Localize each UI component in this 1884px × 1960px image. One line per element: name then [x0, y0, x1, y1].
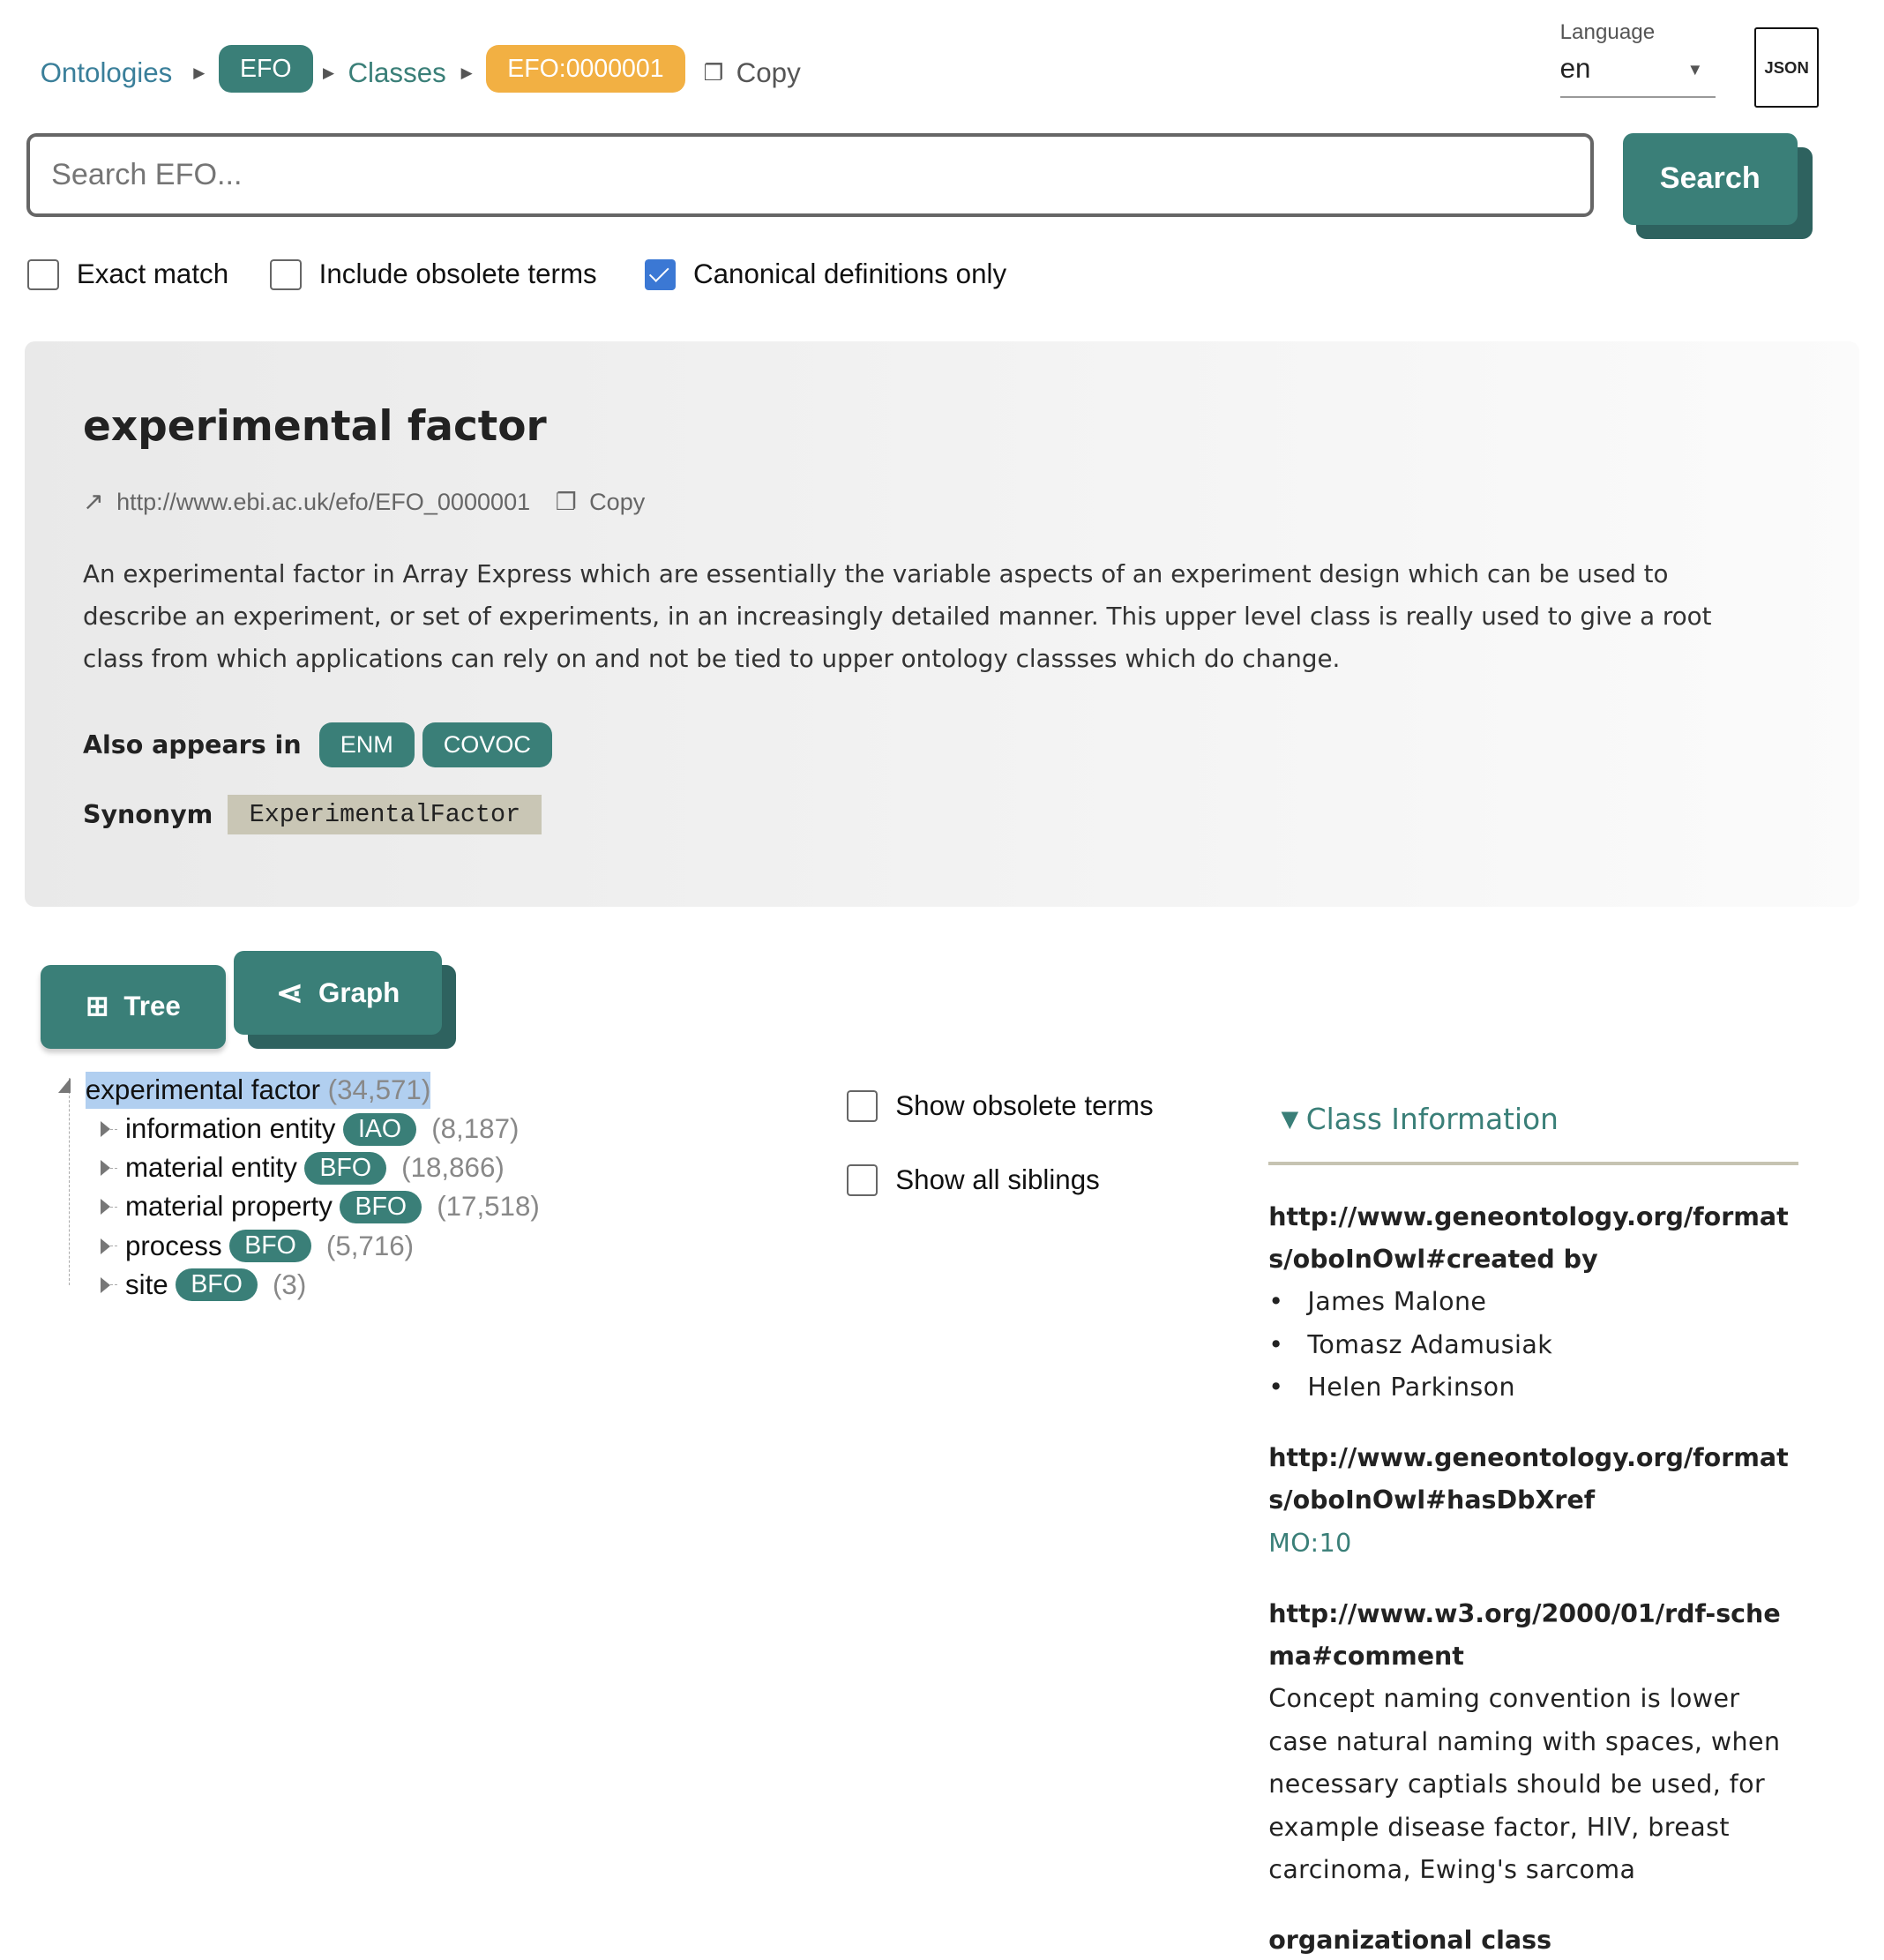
xref-link[interactable]: MO:10: [1268, 1528, 1352, 1558]
tree-icon: ⊞: [86, 991, 109, 1022]
created-by-list: [1268, 1281, 1802, 1409]
dropdown-arrow-icon: ▼: [1686, 60, 1703, 79]
expand-arrow-icon[interactable]: [101, 1199, 110, 1215]
language-value: en: [1559, 52, 1591, 84]
checkbox-label: Include obsolete terms: [318, 258, 597, 290]
checkbox[interactable]: [847, 1090, 878, 1122]
also-appears-label: Also appears in: [82, 729, 302, 759]
expand-arrow-icon[interactable]: [101, 1121, 110, 1137]
tree-node-count: (3): [272, 1268, 307, 1300]
tree-node[interactable]: [101, 1188, 540, 1226]
tree-node-label: information entity: [124, 1113, 336, 1145]
list-item: • James Malone: [1268, 1287, 1487, 1317]
share-graph-icon: ⋖: [275, 974, 303, 1012]
synonym-label: Synonym: [82, 800, 213, 830]
expand-arrow-icon[interactable]: [101, 1160, 110, 1176]
breadcrumb-classes[interactable]: Classes: [348, 56, 446, 88]
checkbox-label: Show all siblings: [895, 1164, 1100, 1196]
comment-value: Concept naming convention is lower case natural naming with spaces, when necessary captials should be used, for example disease factor, HIV, breast carcinoma, Ewing's sarcoma: [1268, 1684, 1781, 1885]
checkbox-label: Exact match: [76, 258, 229, 290]
tab-tree-label: Tree: [123, 991, 181, 1022]
property-label-created-by: http://www.geneontology.org/formats/oboInOwl#created by: [1268, 1201, 1789, 1275]
tree-node-label: material entity: [124, 1152, 297, 1184]
ontology-badge[interactable]: BFO: [176, 1268, 258, 1301]
also-appears-badge-enm[interactable]: ENM: [319, 722, 415, 767]
checkbox-checked[interactable]: [645, 259, 677, 291]
copy-iri-button[interactable]: Copy: [589, 488, 646, 515]
term-description: An experimental factor in Array Express which are essentially the variable aspects of an experiment design which can be used to describe an experiment, or set of experiments, in an increasingly detailed manner. This upper level class is really used to give a root class from which applications can rely on and not be tied to upper ontology classses which do change.: [82, 558, 1712, 674]
tree-node-label: experimental factor: [85, 1074, 321, 1106]
breadcrumb-ontologies[interactable]: Ontologies: [40, 56, 173, 88]
checkbox[interactable]: [847, 1164, 878, 1196]
tree-connector: [110, 1168, 118, 1169]
ontology-badge[interactable]: BFO: [304, 1152, 386, 1185]
checkbox-label: Show obsolete terms: [895, 1090, 1154, 1122]
ontology-badge[interactable]: IAO: [343, 1113, 416, 1146]
list-item: • Tomasz Adamusiak: [1268, 1329, 1553, 1359]
tree-connector: [110, 1129, 118, 1130]
tree-node-count: (17,518): [437, 1191, 540, 1223]
breadcrumb-term-badge: EFO:0000001: [486, 45, 685, 93]
chevron-right-icon: ▶: [460, 64, 473, 81]
ontology-badge[interactable]: BFO: [340, 1191, 422, 1223]
tree-guide-line: [69, 1078, 70, 1285]
copy-label: Copy: [736, 56, 801, 88]
property-label-xref: http://www.geneontology.org/formats/oboInOwl#hasDbXref: [1268, 1443, 1789, 1515]
class-information-heading: Class Information: [1305, 1103, 1559, 1137]
chevron-right-icon: ▶: [193, 64, 206, 81]
term-panel: [25, 341, 1858, 907]
checkbox[interactable]: [27, 259, 59, 291]
checkbox-label: Canonical definitions only: [693, 258, 1007, 290]
tree-node-label: site: [124, 1268, 168, 1300]
search-button[interactable]: [1623, 133, 1798, 225]
tree-node-label: material property: [124, 1191, 333, 1223]
tab-graph[interactable]: [234, 951, 442, 1035]
tree-node-count: (18,866): [401, 1152, 505, 1184]
copy-id-button[interactable]: [703, 50, 800, 95]
synonym-value: ExperimentalFactor: [228, 795, 542, 834]
term-title: experimental factor: [82, 401, 547, 451]
expand-arrow-icon[interactable]: [101, 1277, 110, 1293]
tree-connector: [110, 1284, 118, 1285]
copy-icon[interactable]: ❐: [555, 488, 577, 515]
copy-icon: ❐: [703, 60, 724, 86]
chevron-right-icon: ▶: [322, 64, 335, 81]
tab-graph-label: Graph: [318, 976, 400, 1008]
show-siblings-checkbox[interactable]: [847, 1164, 1100, 1196]
canonical-definitions-checkbox[interactable]: [645, 258, 1007, 290]
language-select[interactable]: [1560, 53, 1716, 98]
external-link-icon: ↗: [82, 488, 104, 517]
checkbox[interactable]: [270, 259, 302, 291]
search-input[interactable]: [26, 133, 1594, 217]
collapse-arrow-icon[interactable]: [58, 1078, 71, 1093]
tab-tree[interactable]: [41, 965, 227, 1049]
tree-node-count: (8,187): [431, 1113, 520, 1145]
json-download-button[interactable]: [1754, 27, 1819, 108]
language-label: Language: [1559, 19, 1656, 44]
tree-node[interactable]: [101, 1111, 520, 1148]
term-iri-link[interactable]: http://www.ebi.ac.uk/efo/EFO_0000001: [116, 488, 531, 515]
breadcrumb-ontology-badge[interactable]: EFO: [219, 45, 313, 93]
exact-match-checkbox[interactable]: [27, 258, 228, 290]
tree-node[interactable]: [101, 1266, 306, 1304]
divider: [1268, 1162, 1798, 1165]
tree-node[interactable]: [101, 1227, 414, 1265]
class-information-toggle[interactable]: [1281, 1103, 1558, 1136]
tree-node[interactable]: [101, 1149, 505, 1187]
tree-node-count: (5,716): [325, 1230, 415, 1261]
show-obsolete-checkbox[interactable]: [847, 1090, 1154, 1122]
property-label-comment: http://www.w3.org/2000/01/rdf-schema#comment: [1268, 1598, 1781, 1672]
json-label: JSON: [1764, 57, 1809, 77]
also-appears-badge-covoc[interactable]: COVOC: [422, 722, 553, 767]
list-item: • Helen Parkinson: [1268, 1373, 1515, 1403]
tree-connector: [110, 1207, 118, 1208]
tree-root-node[interactable]: [86, 1072, 430, 1110]
tree-node-count: (34,571): [327, 1074, 431, 1106]
expand-triangle-icon: ▼: [1281, 1106, 1299, 1133]
search-label: Search: [1659, 161, 1761, 196]
ontology-badge[interactable]: BFO: [229, 1230, 311, 1262]
property-label-organizational-class: organizational class: [1268, 1925, 1552, 1955]
include-obsolete-checkbox[interactable]: [270, 258, 597, 290]
expand-arrow-icon[interactable]: [101, 1238, 110, 1254]
tree-node-label: process: [124, 1230, 222, 1261]
